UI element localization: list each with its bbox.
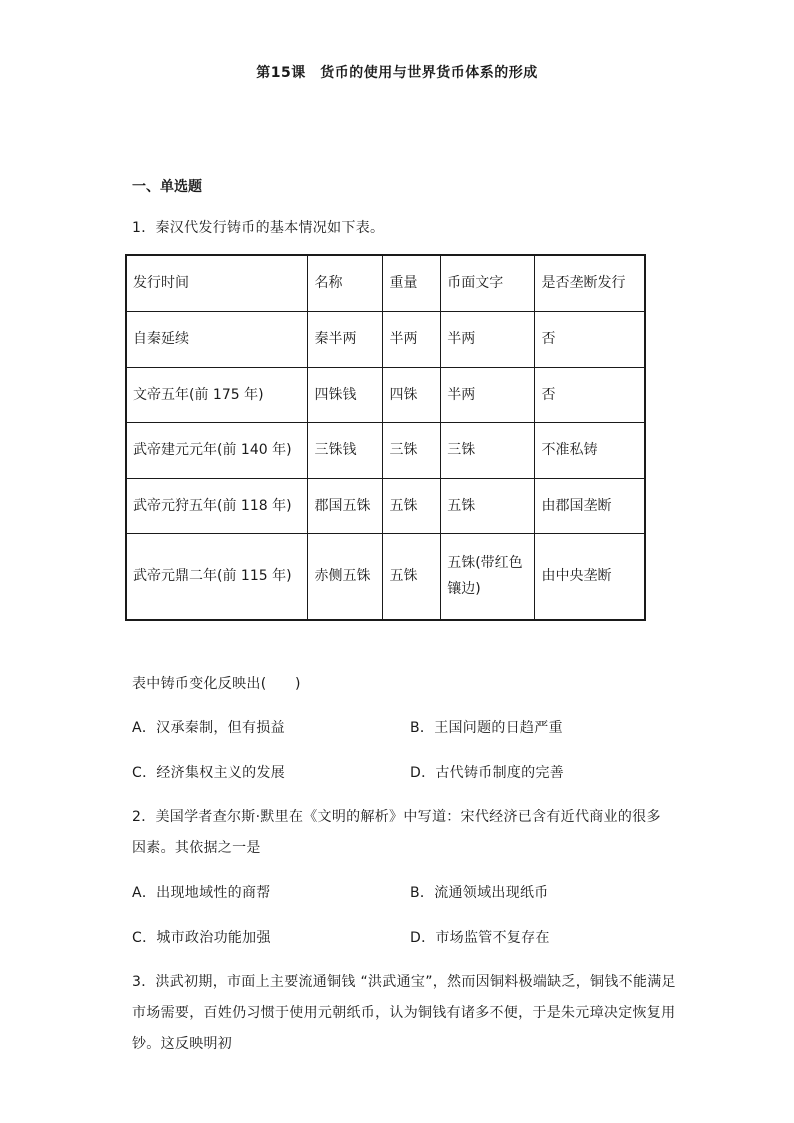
question-2-option-b[interactable]: B．流通领域出现纸币 xyxy=(410,885,549,901)
table-cell: 由郡国垄断 xyxy=(535,478,645,533)
table-cell: 秦半两 xyxy=(308,311,383,367)
table-row xyxy=(126,533,645,620)
page-title: 第15课 货币的使用与世界货币体系的形成 xyxy=(256,65,538,81)
table-row xyxy=(126,367,645,422)
table-cell: 文帝五年(前 175 年) xyxy=(126,367,308,422)
table-cell: 否 xyxy=(535,311,645,367)
table-cell: 郡国五铢 xyxy=(308,478,383,533)
table-row xyxy=(126,311,645,367)
table-row xyxy=(126,422,645,478)
table-cell: 半两 xyxy=(441,311,535,367)
table-cell: 三铢钱 xyxy=(308,422,383,478)
question-1-option-a[interactable]: A．汉承秦制，但有损益 xyxy=(132,720,285,736)
table-cell: 五铢(带红色镶边) xyxy=(441,533,535,620)
question-2-option-c[interactable]: C．城市政治功能加强 xyxy=(132,930,271,946)
question-2-option-a[interactable]: A．出现地域性的商帮 xyxy=(132,885,271,901)
question-2-stem-line1: 2．美国学者查尔斯·默里在《文明的解析》中写道：宋代经济已含有近代商业的很多 xyxy=(132,809,661,825)
question-3-line2: 市场需要，百姓仍习惯于使用元朝纸币，认为铜钱有诸多不便，于是朱元璋决定恢复用 xyxy=(132,1005,676,1021)
table-header-cell: 币面文字 xyxy=(441,255,535,311)
table-header-cell: 重量 xyxy=(383,255,441,311)
table-cell: 四铢 xyxy=(383,367,441,422)
table-row xyxy=(126,478,645,533)
table-header-cell: 发行时间 xyxy=(126,255,308,311)
table-cell: 五铢 xyxy=(383,533,441,620)
question-1-prompt: 表中铸币变化反映出( ) xyxy=(132,676,301,692)
table-cell: 五铢 xyxy=(441,478,535,533)
table-cell: 武帝元鼎二年(前 115 年) xyxy=(126,533,308,620)
section-heading: 一、单选题 xyxy=(132,179,202,195)
question-2-stem-line2: 因素。其依据之一是 xyxy=(132,840,261,856)
table-cell: 五铢 xyxy=(383,478,441,533)
question-1-stem: 1．秦汉代发行铸币的基本情况如下表。 xyxy=(132,220,385,236)
question-1-option-d[interactable]: D．古代铸币制度的完善 xyxy=(410,765,565,781)
table-cell: 由中央垄断 xyxy=(535,533,645,620)
table-cell: 三铢 xyxy=(441,422,535,478)
question-2-option-d[interactable]: D．市场监管不复存在 xyxy=(410,930,550,946)
table-header-cell: 名称 xyxy=(308,255,383,311)
table-header-row xyxy=(126,255,645,311)
question-1-option-c[interactable]: C．经济集权主义的发展 xyxy=(132,765,286,781)
table-cell: 自秦延续 xyxy=(126,311,308,367)
table-cell: 三铢 xyxy=(383,422,441,478)
question-1-option-b[interactable]: B．王国问题的日趋严重 xyxy=(410,720,563,736)
table-cell: 半两 xyxy=(383,311,441,367)
table-cell: 武帝元狩五年(前 118 年) xyxy=(126,478,308,533)
question-3-line1: 3．洪武初期，市面上主要流通铜钱 “洪武通宝”，然而因铜料极端缺乏，铜钱不能满足 xyxy=(132,974,676,990)
table-cell: 否 xyxy=(535,367,645,422)
table-cell: 赤侧五铢 xyxy=(308,533,383,620)
question-3-line3: 钞。这反映明初 xyxy=(132,1036,233,1052)
table-cell: 武帝建元元年(前 140 年) xyxy=(126,422,308,478)
table-cell: 四铢钱 xyxy=(308,367,383,422)
coin-table xyxy=(125,254,646,621)
table-cell: 不准私铸 xyxy=(535,422,645,478)
table-header-cell: 是否垄断发行 xyxy=(535,255,645,311)
table-cell: 半两 xyxy=(441,367,535,422)
